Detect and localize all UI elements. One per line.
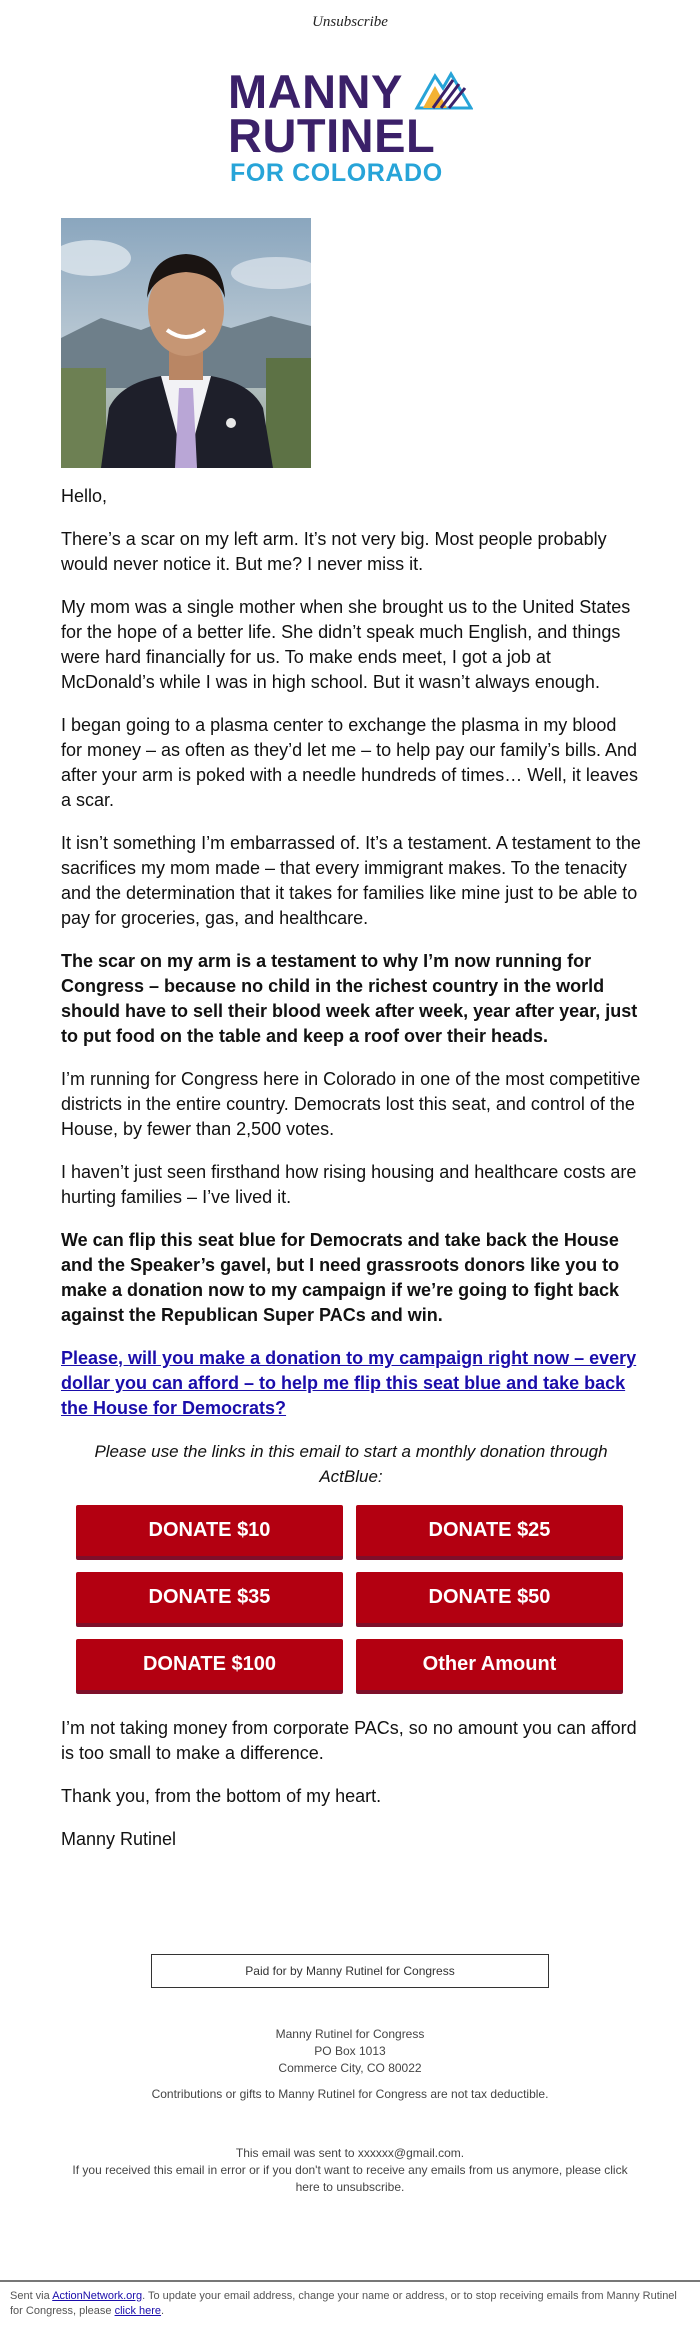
paragraph-6: I’m running for Congress here in Colorado in one of the most competitive districts in the entire country. Democrats lost this seat, and control of the House, by fewer than 2,500 votes. (61, 1069, 641, 1139)
sent-via-label: Sent via (10, 2290, 53, 2302)
other-amount-button[interactable]: Other Amount (356, 1639, 623, 1694)
donate-35-button[interactable]: DONATE $35 (76, 1572, 343, 1627)
click-here-link[interactable]: click here (114, 2305, 162, 2317)
paragraph-2: My mom was a single mother when she brought us to the United States for the hope of a better life. She didn’t speak much English, and things were hard financially for us. To make ends meet, I got a job at McDonald’s while I was in high school. But it wasn’t always enough. (61, 597, 631, 692)
paragraph-8-bold: We can flip this seat blue for Democrats and take back the House and the Speaker’s gavel, but I need grassroots donors like you to make a donation now to my campaign if we’re going to fight back against the Republican Super PACs and win. (61, 1230, 620, 1325)
footer-city: Commerce City, CO 80022 (278, 2061, 422, 2075)
candidate-photo (61, 218, 311, 468)
signature: Manny Rutinel (61, 1829, 177, 1849)
donate-50-button[interactable]: DONATE $50 (356, 1572, 623, 1627)
actblue-note: Please use the links in this email to start a monthly donation through ActBlue: (94, 1442, 608, 1486)
donate-buttons (76, 1505, 641, 1694)
logo-line-for-colorado: FOR COLORADO (230, 159, 443, 187)
end-punct: . (161, 2305, 165, 2317)
paragraph-3: I began going to a plasma center to exchange the plasma in my blood for money – as often as they’d let me – to help pay our family’s bills. And after your arm is poked with a needle hundreds of times… Well, it leaves a scar. (61, 715, 638, 810)
paragraph-10: Thank you, from the bottom of my heart. (61, 1786, 382, 1806)
donation-cta-link[interactable]: Please, will you make a donation to my campaign right now – every dollar you can afford – to help me flip this seat blue and take back the House for Democrats? (61, 1348, 637, 1418)
email-body (61, 484, 641, 1870)
actionnetwork-link[interactable]: ActionNetwork.org (52, 2290, 143, 2302)
greeting: Hello, (61, 486, 108, 506)
paragraph-7: I haven’t just seen firsthand how rising housing and healthcare costs are hurting families – I’ve lived it. (61, 1162, 637, 1207)
donate-10-button[interactable]: DONATE $10 (76, 1505, 343, 1560)
paragraph-4: It isn’t something I’m embarrassed of. It’s a testament. A testament to the sacrifices my mom made – that every immigrant makes. To the tenacity and the determination that it takes for families like mine just to be able to pay for groceries, gas, and healthcare. (61, 833, 641, 928)
footer-unsubscribe-text[interactable]: If you received this email in error or if you don't want to receive any emails from us anymore, please click here to unsubscribe. (72, 2163, 628, 2194)
footer-org: Manny Rutinel for Congress (275, 2027, 425, 2041)
donate-100-button[interactable]: DONATE $100 (76, 1639, 343, 1694)
paid-for-box: Paid for by Manny Rutinel for Congress (151, 1954, 549, 1988)
footer-address (60, 2026, 640, 2077)
campaign-logo (228, 65, 473, 187)
footer-divider (0, 2280, 700, 2282)
footer-sent-to: This email was sent to xxxxxx@gmail.com. (235, 2146, 465, 2160)
footer-recipient (60, 2145, 640, 2196)
update-text: . To update your email address, change your name or address, or to stop receiving emails from Manny Rutinel for Congress, please (10, 2290, 677, 2317)
action-network-note (10, 2289, 690, 2319)
footer-po-box: PO Box 1013 (314, 2044, 386, 2058)
unsubscribe-link[interactable]: Unsubscribe (312, 14, 388, 30)
footer-tax-note: Contributions or gifts to Manny Rutinel for Congress are not tax deductible. (151, 2087, 549, 2101)
logo-line-rutinel: RUTINEL (228, 109, 436, 162)
paragraph-1: There’s a scar on my left arm. It’s not very big. Most people probably would never notice it. But me? I never miss it. (61, 529, 607, 574)
logo-line-manny: MANNY (228, 65, 403, 118)
donate-25-button[interactable]: DONATE $25 (356, 1505, 623, 1560)
paragraph-9: I’m not taking money from corporate PACs, so no amount you can afford is too small to make a difference. (61, 1718, 637, 1763)
mountain-icon (413, 70, 473, 112)
paragraph-5-bold: The scar on my arm is a testament to why I’m now running for Congress – because no child in the richest country in the world should have to sell their blood week after week, year after year, just to put food on the table and keep a roof over their heads. (61, 951, 638, 1046)
